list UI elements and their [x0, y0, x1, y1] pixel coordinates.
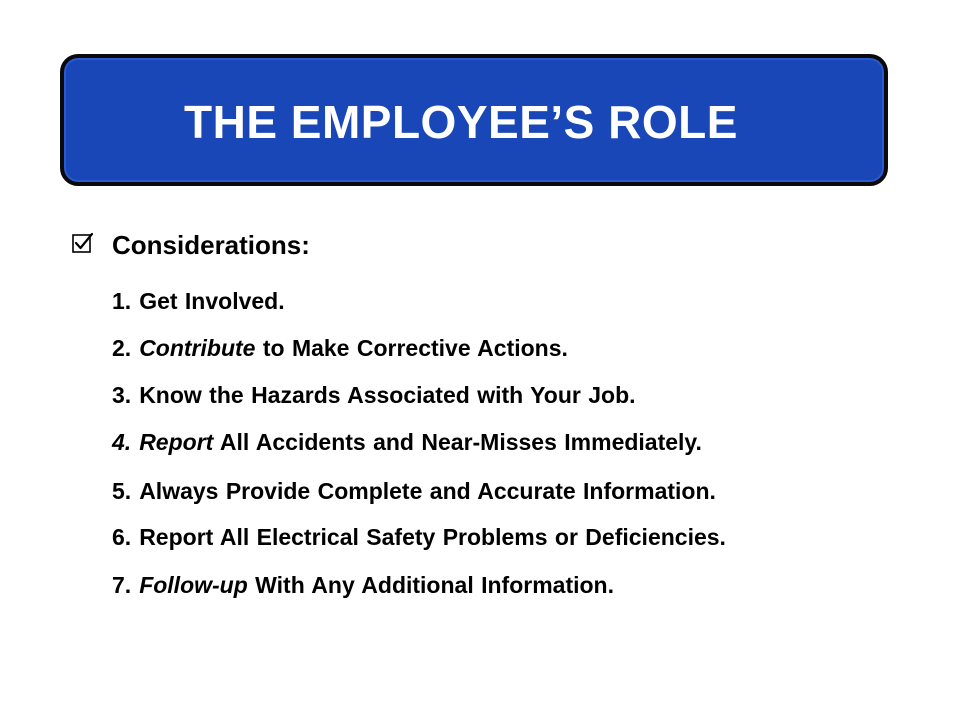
- list-number: 7.: [112, 572, 132, 598]
- list-item-4: [112, 427, 702, 457]
- list-item-2: [112, 333, 568, 363]
- list-emphasis: Contribute: [139, 335, 256, 361]
- list-number: 2.: [112, 335, 132, 361]
- list-text: to Make Corrective Actions.: [255, 335, 568, 361]
- list-text: Always Provide Complete and Accurate Information.: [139, 478, 716, 504]
- list-item-5: [112, 476, 716, 506]
- slide-title: THE EMPLOYEE’S ROLE: [184, 96, 738, 148]
- list-item-7: [112, 570, 614, 600]
- list-text: All Accidents and Near-Misses Immediately.: [213, 429, 702, 455]
- list-text: Report All Electrical Safety Problems or Deficiencies.: [139, 524, 726, 550]
- list-item-3: [112, 380, 636, 410]
- list-item-1: [112, 286, 285, 316]
- list-item-6: [112, 522, 726, 552]
- list-emphasis: Report: [139, 429, 214, 455]
- list-number: 1.: [112, 288, 132, 314]
- list-number: 6.: [112, 524, 132, 550]
- list-number: 5.: [112, 478, 132, 504]
- list-text: Know the Hazards Associated with Your Job.: [139, 382, 636, 408]
- list-emphasis: Follow-up: [139, 572, 248, 598]
- list-text: Get Involved.: [139, 288, 285, 314]
- list-text: With Any Additional Information.: [247, 572, 614, 598]
- considerations-heading: Considerations:: [112, 230, 310, 260]
- list-number: 4.: [112, 429, 132, 455]
- checked-box-icon: [72, 232, 94, 254]
- list-number: 3.: [112, 382, 132, 408]
